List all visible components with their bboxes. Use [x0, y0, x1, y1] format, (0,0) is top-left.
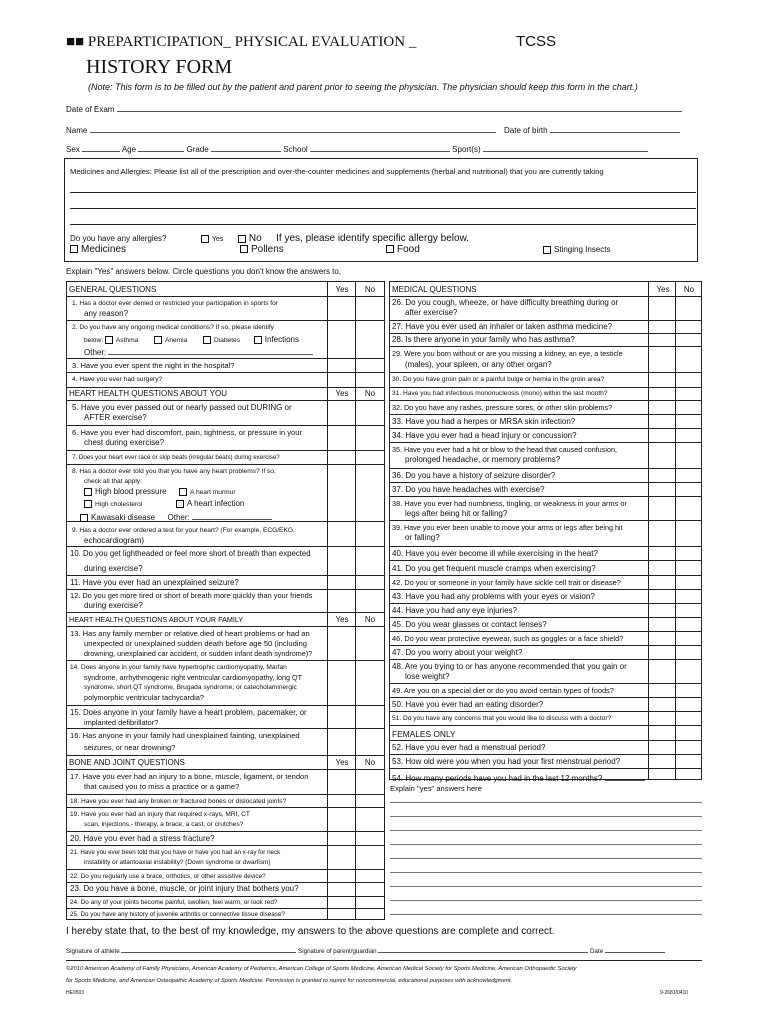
- question-2-other: Other:: [84, 345, 313, 358]
- question-1-cont: any reason?: [84, 309, 129, 318]
- header-bullets: ■■: [66, 34, 85, 50]
- question-37: 37. Do you have headaches with exercise?: [392, 485, 545, 494]
- diabetes-checkbox[interactable]: [203, 336, 211, 344]
- bone-joint-header: BONE AND JOINT QUESTIONS: [69, 758, 185, 767]
- left-rule: [66, 869, 385, 870]
- age-input[interactable]: [138, 142, 184, 152]
- question-23: 23. Do you have a bone, muscle, or joint injury that bothers you?: [70, 884, 299, 893]
- school-label: School: [283, 145, 308, 154]
- name-input[interactable]: [90, 123, 496, 133]
- left-rule: [66, 612, 385, 613]
- form-note: (Note: This form is to be filled out by the patient and parent prior to seeing the physician. The physician should keep this form in the chart.): [88, 82, 638, 92]
- left-rule: [66, 296, 385, 297]
- right-rule: [389, 320, 702, 321]
- left-rule: [66, 372, 385, 373]
- right-rule: [389, 617, 702, 618]
- right-rule: [389, 546, 702, 547]
- allergy-question-row: [70, 233, 469, 244]
- explain-line[interactable]: [390, 914, 702, 915]
- question-43: 43. Have you had any problems with your eyes or vision?: [392, 592, 595, 601]
- question-13-cont-1: unexpected or unexplained sudden death before age 50 (including: [84, 639, 307, 648]
- food-checkbox[interactable]: [386, 245, 394, 253]
- certification-statement: I hereby state that, to the best of my knowledge, my answers to the above questions are complete and correct.: [66, 926, 555, 937]
- question-38: 38. Have you ever had numbness, tingling, or weakness in your arms or: [392, 499, 627, 508]
- date-of-exam-input[interactable]: [117, 102, 682, 112]
- question-25: 25. Do you have any history of juvenile arthritis or connective tissue disease?: [70, 911, 285, 918]
- left-rule: [66, 546, 385, 547]
- allergy-opt-pollens: [240, 244, 284, 255]
- question-41: 41. Do you get frequent muscle cramps when exercising?: [392, 564, 596, 573]
- grade-label: Grade: [186, 145, 209, 154]
- header-title-line: [66, 34, 416, 51]
- sports-label: Sport(s): [452, 145, 481, 154]
- explain-instructions: Explain "Yes" answers below. Circle questions you don't know the answers to.: [66, 267, 342, 276]
- question-19-cont: scan, injections,- therapy, a brace, a cast, or crutches?: [84, 821, 244, 828]
- sex-input[interactable]: [82, 142, 120, 152]
- question-54: 54. How many periods have you had in the last 12 months?: [392, 771, 645, 784]
- allergy-no-label: No: [248, 233, 262, 244]
- question-26: 26. Do you cough, wheeze, or have difficulty breathing during or: [392, 298, 619, 307]
- right-rule: [389, 346, 702, 347]
- question-13-cont-2: drowning, unexplained car accident, or sudden infant death syndrome)?: [84, 649, 313, 658]
- explain-yes-label: Explain "yes" answers here: [390, 784, 482, 793]
- right-rule: [389, 468, 702, 469]
- medicines-line-1[interactable]: [70, 192, 696, 193]
- general-yes-header: Yes: [335, 285, 349, 294]
- question-3: 3. Have you ever spent the night in the hospital?: [72, 361, 235, 370]
- bone-yes-header: Yes: [335, 758, 349, 767]
- medicines-checkbox[interactable]: [70, 245, 78, 253]
- left-rule: [66, 387, 385, 388]
- question-39: 39. Have you ever been unable to move your arms or legs after being hit: [392, 523, 623, 532]
- insects-label: Stinging Insects: [554, 245, 611, 254]
- question-29-cont: (males), your spleen, or any other organ?: [405, 360, 552, 369]
- explain-line[interactable]: [390, 816, 702, 817]
- left-rule: [66, 425, 385, 426]
- right-rule: [389, 496, 702, 497]
- right-no-col-divider: [675, 281, 676, 780]
- parent-signature-input[interactable]: [378, 946, 588, 953]
- right-rule: [389, 387, 702, 388]
- allergy-opt-food: [386, 244, 420, 255]
- medicines-label: Medicines: [81, 244, 127, 255]
- general-questions-header: GENERAL QUESTIONS: [69, 285, 157, 294]
- question-33: 33. Have you had a herpes or MRSA skin infection?: [392, 417, 576, 426]
- question-42: 42. Do you or someone in your family have sickle cell trait or disease?: [392, 578, 621, 587]
- question-35-cont: prolonged headache, or memory problems?: [405, 455, 561, 464]
- question-5-cont: AFTER exercise?: [84, 413, 147, 422]
- medical-questions-header: MEDICAL QUESTIONS: [392, 285, 477, 294]
- medical-yes-header: Yes: [656, 285, 670, 294]
- left-no-col-divider: [355, 281, 356, 920]
- question-15-cont: implanted defibrillator?: [84, 718, 159, 727]
- explain-line[interactable]: [390, 900, 702, 901]
- left-rule: [66, 728, 385, 729]
- left-rule: [66, 769, 385, 770]
- question-14-cont-3: polymorphic ventricular tachycardia?: [84, 693, 204, 702]
- explain-line[interactable]: [390, 872, 702, 873]
- org-code: TCSS: [516, 33, 557, 50]
- family-yes-header: Yes: [335, 615, 349, 624]
- dob-label: Date of birth: [504, 126, 548, 135]
- field-dob: [504, 123, 680, 135]
- medicines-line-3[interactable]: [70, 224, 696, 225]
- question-4: 4. Have you ever had surgery?: [72, 376, 163, 383]
- right-rule: [389, 589, 702, 590]
- right-rule: [389, 631, 702, 632]
- right-rule: [389, 520, 702, 521]
- general-no-header: No: [364, 285, 376, 294]
- parent-signature-label: Signature of parent/guardian: [298, 948, 377, 955]
- left-rule: [66, 450, 385, 451]
- left-rule: [66, 831, 385, 832]
- allergy-question: Do you have any allergies?: [70, 234, 167, 243]
- grade-input[interactable]: [211, 142, 281, 152]
- left-rule: [66, 320, 385, 321]
- question-54-input[interactable]: [605, 771, 645, 781]
- left-rule: [66, 896, 385, 897]
- question-15: 15. Does anyone in your family have a heart problem, pacemaker, or: [70, 708, 307, 717]
- question-29: 29. Were you born without or are you missing a kidney, an eye, a testicle: [392, 349, 623, 358]
- question-19: 19. Have you ever had an injury that required x-rays, MRI, CT: [70, 811, 250, 818]
- question-27: 27. Have you ever used an inhaler or taken asthma medicine?: [392, 322, 613, 331]
- left-rule: [66, 807, 385, 808]
- question-20: 20. Have you ever had a stress fracture?: [70, 834, 215, 843]
- cholesterol-checkbox[interactable]: [84, 500, 92, 508]
- infections-checkbox[interactable]: [254, 336, 262, 344]
- footer-divider: [66, 960, 702, 961]
- question-14-cont-2: syndrome, short QT syndrome, Brugada syndrome, or catecholaminergic: [84, 684, 297, 691]
- asthma-checkbox[interactable]: [105, 336, 113, 344]
- question-30: 30. Do you have groin pain or a painful bulge or hernia in the groin area?: [392, 376, 605, 383]
- question-12-cont: during exercise?: [84, 601, 143, 610]
- right-rule: [389, 296, 702, 297]
- allergy-if-yes: If yes, please identify specific allergy below.: [276, 233, 470, 244]
- question-8-cont: check all that apply:: [84, 478, 142, 485]
- question-45: 45. Do you wear glasses or contact lenses?: [392, 620, 547, 629]
- date-label: Date: [590, 948, 604, 955]
- sex-label: Sex: [66, 145, 80, 154]
- question-51: 51. Do you have any concerns that you would like to discuss with a doctor?: [392, 715, 612, 722]
- left-rule: [66, 845, 385, 846]
- explain-line[interactable]: [390, 844, 702, 845]
- right-rule: [389, 372, 702, 373]
- explain-line[interactable]: [390, 886, 702, 887]
- question-21-cont: instability or atlantoaxial instability? (Down syndrome or dwarfism): [84, 859, 271, 866]
- form-code-left: HE0503: [66, 990, 85, 996]
- question-44: 44. Have you had any eye injuries?: [392, 606, 517, 615]
- right-rule: [389, 603, 702, 604]
- pollens-checkbox[interactable]: [240, 245, 248, 253]
- explain-line[interactable]: [390, 858, 702, 859]
- right-rule: [389, 697, 702, 698]
- age-label: Age: [121, 145, 137, 154]
- left-rule: [66, 660, 385, 661]
- question-16-cont: seizures, or near drowning?: [84, 743, 176, 752]
- medical-no-header: No: [683, 285, 695, 294]
- field-date-of-exam: [66, 102, 682, 114]
- right-rule: [389, 560, 702, 561]
- question-38-cont: legs after being hit or falling?: [405, 509, 508, 518]
- right-rule: [389, 645, 702, 646]
- question-2-options: below: Asthma Anemia Diabetes Infections: [84, 335, 299, 344]
- question-2: 2. Do you have any ongoing medical conditions? If so, please identify: [72, 324, 274, 331]
- medicines-prompt: Medicines and Allergies: Please list all of the prescription and over-the-counter medicines and supplements (herbal and nutritional) that you are currently taking: [70, 167, 604, 176]
- question-48: 48. Are you trying to or has anyone recommended that you gain or: [392, 662, 627, 671]
- question-39-cont: or falling?: [405, 533, 440, 542]
- insects-checkbox[interactable]: [543, 246, 551, 254]
- right-rule: [389, 768, 702, 769]
- explain-line[interactable]: [390, 830, 702, 831]
- right-rule: [389, 400, 702, 401]
- right-rule: [389, 333, 702, 334]
- question-17: 17. Have you ever had an injury to a bone, muscle, ligament, or tendon: [70, 772, 309, 781]
- question-47: 47. Do you worry about your weight?: [392, 648, 523, 657]
- header-title: PREPARTICIPATION_ PHYSICAL EVALUATION _: [87, 34, 417, 50]
- left-rule: [66, 882, 385, 883]
- bone-no-header: No: [364, 758, 376, 767]
- left-yes-col-divider: [327, 281, 328, 920]
- field-row-sex: [66, 142, 648, 154]
- left-rule: [66, 626, 385, 627]
- left-rule: [66, 400, 385, 401]
- question-12: 12. Do you get more tired or short of breath more quickly than your friends: [70, 591, 313, 600]
- form-code-right: 9-2681/0410: [660, 990, 689, 996]
- question-52: 52. Have you ever had a menstrual period?: [392, 743, 546, 752]
- left-rule: [66, 908, 385, 909]
- form-title: HISTORY FORM: [86, 56, 233, 78]
- date-of-exam-label: Date of Exam: [66, 105, 115, 114]
- question-49: 49. Are you on a special diet or do you avoid certain types of foods?: [392, 686, 614, 695]
- question-14-cont-1: syndrome, arrhythmogenic right ventricular cardiomyopathy, long QT: [84, 673, 302, 682]
- question-9: 9. Has a doctor ever ordered a test for your heart? (For example, ECG/EKG,: [72, 527, 295, 534]
- question-36: 36. Do you have a history of seizure disorder?: [392, 471, 556, 480]
- right-rule: [389, 442, 702, 443]
- question-8-row-2: High cholesterol A heart infection: [84, 499, 244, 510]
- heart-no-header: No: [364, 389, 376, 398]
- athlete-signature-label: Signature of athlete: [66, 948, 120, 955]
- allergy-yes-label: Yes: [211, 236, 224, 243]
- question-22: 22. Do you regularly use a brace, orthotics, or other assistive device?: [70, 873, 266, 880]
- question-32: 32. Do you have any rashes, pressure sores, or other skin problems?: [392, 403, 613, 412]
- question-6: 6. Have you ever had discomfort, pain, tightness, or pressure in your: [72, 428, 303, 437]
- left-rule: [66, 358, 385, 359]
- allergy-opt-medicines: [70, 244, 126, 255]
- copyright-line-2: for Sports Medicine, and American Osteopathic Academy of Sports Medicine. Permission is granted to reprint for noncommercial, educational purposes with acknowledgment.: [66, 978, 513, 984]
- question-6-cont: chest during exercise?: [84, 438, 165, 447]
- heart-health-header: HEART HEALTH QUESTIONS ABOUT YOU: [69, 389, 227, 398]
- name-label: Name: [66, 126, 88, 135]
- question-35: 35. Have you ever had a hit or blow to the head that caused confusion,: [392, 445, 617, 454]
- signature-row: [66, 946, 665, 955]
- question-26-cont: after exercise?: [405, 308, 458, 317]
- family-no-header: No: [364, 615, 376, 624]
- question-5: 5. Have you ever passed out or nearly passed out DURING or: [72, 403, 292, 412]
- heart-infection-checkbox[interactable]: [176, 500, 184, 508]
- date-input[interactable]: [605, 946, 665, 953]
- question-46: 46. Do you wear protective eyewear, such as goggles or a face shield?: [392, 634, 624, 643]
- question-10-cont: during exercise?: [84, 564, 143, 573]
- question-1: 1. Has a doctor ever denied or restricted your participation in sports for: [72, 300, 278, 307]
- question-7: 7. Does your heart ever race or skip beats (irregular beats) during exercise?: [72, 454, 280, 461]
- hbp-checkbox[interactable]: [84, 488, 92, 496]
- question-2-other-input[interactable]: [108, 345, 313, 355]
- question-8-row-3: Kawasaki disease Other:: [80, 510, 272, 523]
- left-rule: [66, 794, 385, 795]
- question-40: 40. Have you ever become ill while exercising in the heat?: [392, 549, 598, 558]
- left-rule: [66, 705, 385, 706]
- right-rule: [389, 482, 702, 483]
- food-label: Food: [397, 244, 420, 255]
- females-only-header: FEMALES ONLY: [392, 729, 456, 739]
- question-24: 24. Do any of your joints become painful, swollen, feel warm, or look red?: [70, 899, 278, 906]
- question-11: 11. Have you ever had an unexplained seizure?: [70, 578, 239, 587]
- question-9-cont: echocardiogram): [84, 536, 145, 545]
- anemia-checkbox[interactable]: [154, 336, 162, 344]
- question-14: 14. Does anyone in your family have hypertrophic cardiomyopathy, Marfan: [70, 664, 287, 671]
- school-input[interactable]: [310, 142, 450, 152]
- medicines-line-2[interactable]: [70, 208, 696, 209]
- right-rule: [389, 754, 702, 755]
- question-34: 34. Have you ever had a head injury or concussion?: [392, 431, 577, 440]
- left-rule: [66, 755, 385, 756]
- question-48-cont: lose weight?: [405, 672, 450, 681]
- allergy-opt-insects: [543, 245, 610, 254]
- right-rule: [389, 711, 702, 712]
- question-18: 18. Have you ever had any broken or fractured bones or dislocated joints?: [70, 798, 287, 805]
- right-rule: [389, 725, 702, 726]
- left-rule: [66, 589, 385, 590]
- right-rule: [389, 428, 702, 429]
- sports-input[interactable]: [483, 142, 648, 152]
- dob-input[interactable]: [550, 123, 680, 133]
- question-13: 13. Has any family member or relative died of heart problems or had an: [70, 629, 310, 638]
- question-8-other-input[interactable]: [192, 510, 272, 520]
- right-rule: [389, 659, 702, 660]
- copyright-line-1: ©2010 American Academy of Family Physicians, American Academy of Pediatrics, American College of Sports Medicine, American Medical Society for Sports Medicine, American Orthopaedic Society: [66, 966, 577, 972]
- question-10: 10. Do you get lightheaded or feel more short of breath than expected: [70, 549, 311, 558]
- kawasaki-checkbox[interactable]: [80, 514, 88, 522]
- question-28: 28. Is there anyone in your family who has asthma?: [392, 335, 575, 344]
- athlete-signature-input[interactable]: [121, 946, 296, 953]
- family-header: HEART HEALTH QUESTIONS ABOUT YOUR FAMILY: [69, 615, 244, 624]
- question-53: 53. How old were you when you had your first menstrual period?: [392, 757, 621, 766]
- right-rule: [389, 683, 702, 684]
- left-rule: [66, 464, 385, 465]
- allergy-yes-checkbox[interactable]: [201, 235, 209, 243]
- question-50: 50. Have you ever had an eating disorder?: [392, 700, 544, 709]
- question-16: 16. Has anyone in your family had unexplained fainting, unexplained: [70, 731, 300, 740]
- field-name: [66, 123, 496, 135]
- question-17-cont: that caused you to miss a practice or a game?: [84, 782, 240, 791]
- question-8: 8. Has a doctor ever told you that you have any heart problems? If so,: [72, 468, 276, 475]
- right-rule: [389, 414, 702, 415]
- explain-line[interactable]: [390, 802, 702, 803]
- allergy-no-checkbox[interactable]: [238, 235, 246, 243]
- right-rule: [389, 740, 702, 741]
- left-rule: [66, 575, 385, 576]
- murmur-checkbox[interactable]: [179, 488, 187, 496]
- question-21: 21. Have you ever been told that you have or have you had an x-ray for neck: [70, 849, 281, 856]
- question-31: 31. Have you had infectious mononucleosis (mono) within the last month?: [392, 390, 608, 397]
- right-rule: [389, 575, 702, 576]
- question-8-row-1: High blood pressure A heart murmur: [84, 487, 236, 498]
- right-yes-col-divider: [648, 281, 649, 780]
- heart-yes-header: Yes: [335, 389, 349, 398]
- pollens-label: Pollens: [251, 244, 284, 255]
